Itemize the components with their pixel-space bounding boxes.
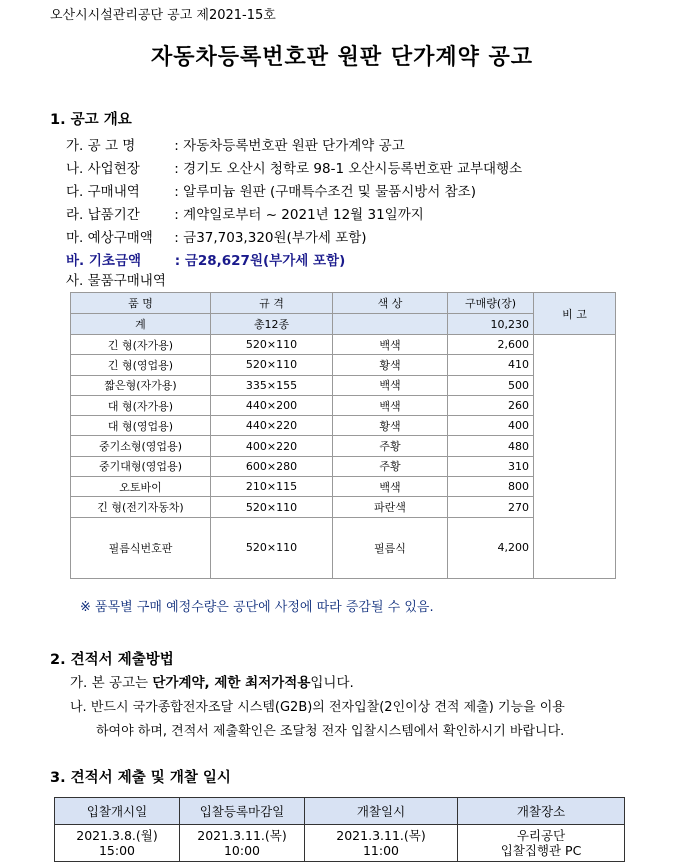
item-a-bold: 단가계약, 제한 최저가적용 [152, 675, 311, 691]
opening-time-cell [305, 825, 458, 862]
item-name: 중기대형(영업용) [71, 456, 211, 476]
header-spec: 규 격 [211, 293, 333, 314]
item-spec: 400×220 [211, 436, 333, 456]
section3-heading: 3. 견적서 제출 및 개찰 일시 [50, 770, 231, 786]
item-name: 필름식번호판 [71, 517, 211, 578]
header-opening-time: 개찰일시 [305, 798, 458, 825]
row-sep: : [174, 230, 179, 246]
item-color: 필름식 [333, 517, 448, 578]
overview-row-estimate [66, 226, 367, 246]
bid-deadline-cell [180, 825, 305, 862]
row-label: 바. 기초금액 [66, 253, 142, 269]
overview-row-purchase [66, 180, 476, 200]
item-spec: 335×155 [211, 375, 333, 395]
method-item-a [70, 671, 354, 691]
total-name: 계 [71, 314, 211, 335]
row-value: 알루미늄 원판 (구매특수조건 및 물품시방서 참조) [183, 184, 476, 200]
row-sep: : [174, 207, 179, 223]
items-table [70, 292, 616, 579]
quantity-note: ※ 품목별 구매 예정수량은 공단에 사정에 따라 증감될 수 있음. [80, 600, 434, 615]
item-spec: 520×110 [211, 497, 333, 517]
cell-line2: 11:00 [362, 843, 400, 858]
item-qty: 480 [448, 436, 534, 456]
row-label: 가. 공 고 명 [66, 138, 136, 154]
section1-heading: 1. 공고 개요 [50, 112, 132, 128]
item-qty: 310 [448, 456, 534, 476]
item-spec: 520×110 [211, 335, 333, 355]
header-bid-deadline: 입찰등록마감일 [180, 798, 305, 825]
items-header-row [71, 293, 616, 314]
item-spec: 210×115 [211, 477, 333, 497]
header-name: 품 명 [71, 293, 211, 314]
item-color: 백색 [333, 335, 448, 355]
row-label: 라. 납품기간 [66, 207, 140, 223]
item-name: 대 형(영업용) [71, 416, 211, 436]
header-remarks: 비 고 [534, 293, 616, 335]
page-title: 자동차등록번호판 원판 단가계약 공고 [150, 44, 533, 70]
overview-row-site [66, 157, 522, 177]
item-color: 주황 [333, 436, 448, 456]
item-name: 오토바이 [71, 477, 211, 497]
row-value: 자동차등록번호판 원판 단가계약 공고 [183, 138, 405, 154]
header-color: 색 상 [333, 293, 448, 314]
item-qty: 410 [448, 355, 534, 375]
total-spec: 총12종 [211, 314, 333, 335]
item-a-suffix: 입니다. [310, 675, 354, 691]
bid-start-cell [55, 825, 180, 862]
cell-line1: 2021.3.8.(월) [76, 828, 158, 843]
item-name: 짧은형(자가용) [71, 375, 211, 395]
row-label: 나. 사업현장 [66, 161, 140, 177]
item-spec: 440×220 [211, 416, 333, 436]
item-qty: 270 [448, 497, 534, 517]
cell-line2: 입찰집행관 PC [500, 843, 582, 858]
item-name: 긴 형(영업용) [71, 355, 211, 375]
item-name: 중기소형(영업용) [71, 436, 211, 456]
cell-line1: 2021.3.11.(목) [197, 828, 287, 843]
item-qty: 260 [448, 395, 534, 415]
method-item-b-line1: 나. 반드시 국가종합전자조달 시스템(G2B)의 전자입찰(2인이상 견적 제출) 기능을 이용 [70, 700, 565, 715]
item-color: 파란색 [333, 497, 448, 517]
item-color: 백색 [333, 395, 448, 415]
row-label: 사. 물품구매내역 [66, 273, 166, 289]
overview-row-items [66, 269, 166, 289]
item-color: 백색 [333, 375, 448, 395]
item-color: 황색 [333, 355, 448, 375]
item-spec: 520×110 [211, 355, 333, 375]
item-color: 백색 [333, 477, 448, 497]
row-value: 계약일로부터 ~ 2021년 12월 31일까지 [183, 207, 424, 223]
item-qty: 400 [448, 416, 534, 436]
header-qty: 구매량(장) [448, 293, 534, 314]
item-color: 주황 [333, 456, 448, 476]
item-name: 긴 형(자가용) [71, 335, 211, 355]
section2-heading: 2. 견적서 제출방법 [50, 652, 174, 668]
item-name: 대 형(자가용) [71, 395, 211, 415]
schedule-header-row [55, 798, 625, 825]
item-qty: 500 [448, 375, 534, 395]
item-color: 황색 [333, 416, 448, 436]
row-label: 마. 예상구매액 [66, 230, 153, 246]
item-name: 긴 형(전기자동차) [71, 497, 211, 517]
header-opening-place: 개찰장소 [458, 798, 625, 825]
item-spec: 440×200 [211, 395, 333, 415]
item-spec: 600×280 [211, 456, 333, 476]
method-item-b-line2: 하여야 하며, 견적서 제출확인은 조달청 전자 입찰시스템에서 확인하시기 바랍니다. [96, 724, 565, 739]
overview-row-name [66, 134, 405, 154]
total-color [333, 314, 448, 335]
row-value: 금37,703,320원(부가세 포함) [183, 230, 367, 246]
item-qty: 4,200 [448, 517, 534, 578]
item-a-prefix: 가. 본 공고는 [70, 675, 153, 691]
item-qty: 800 [448, 477, 534, 497]
table-row [71, 335, 616, 355]
row-sep: : [174, 253, 181, 269]
header-bid-start: 입찰개시일 [55, 798, 180, 825]
row-label: 다. 구매내역 [66, 184, 140, 200]
row-sep: : [174, 138, 179, 154]
schedule-value-row [55, 825, 625, 862]
cell-line2: 15:00 [98, 843, 136, 858]
cell-line1: 2021.3.11.(목) [336, 828, 426, 843]
notice-number: 오산시시설관리공단 공고 제2021-15호 [50, 8, 276, 23]
schedule-table [54, 797, 625, 862]
overview-row-base-amount [66, 249, 345, 269]
opening-place-cell [458, 825, 625, 862]
cell-line2: 10:00 [223, 843, 261, 858]
row-sep: : [174, 161, 179, 177]
total-qty: 10,230 [448, 314, 534, 335]
row-sep: : [174, 184, 179, 200]
remarks-cell [534, 335, 616, 579]
overview-row-period [66, 203, 424, 223]
cell-line1: 우리공단 [516, 828, 566, 843]
row-value: 경기도 오산시 청학로 98-1 오산시등록번호판 교부대행소 [183, 161, 523, 177]
row-value: 금28,627원(부가세 포함) [184, 253, 346, 269]
item-qty: 2,600 [448, 335, 534, 355]
item-spec: 520×110 [211, 517, 333, 578]
